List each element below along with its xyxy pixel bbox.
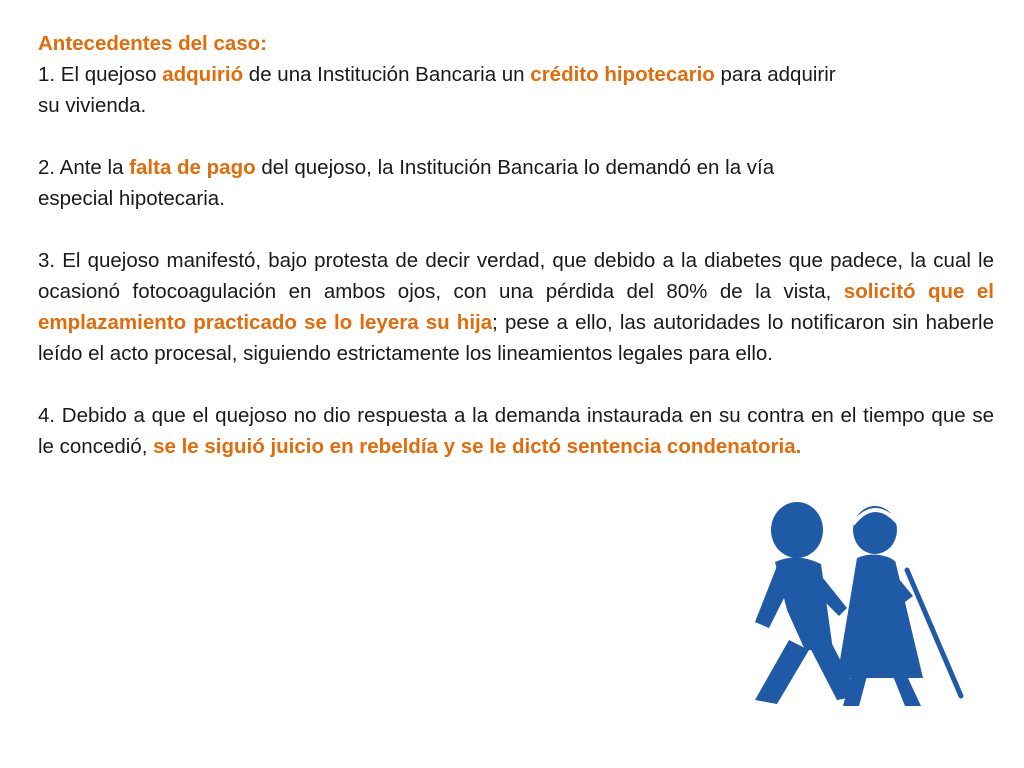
p1-seg-2: adquirió xyxy=(162,63,244,86)
paragraph-4 xyxy=(38,400,994,462)
p1-seg-4: crédito hipotecario xyxy=(530,63,715,86)
p4-seg-2: se le siguió juicio en rebeldía y se le dictó sentencia condenatoria. xyxy=(153,435,802,458)
paragraph-gap xyxy=(38,214,994,245)
paragraph-1 xyxy=(38,59,858,121)
p2-seg-2: falta de pago xyxy=(129,156,256,179)
slide-title: Antecedentes del caso: xyxy=(38,32,267,55)
slide-body xyxy=(38,28,994,462)
paragraph-gap xyxy=(38,121,994,152)
p3-seg-2: solicitó que el emplazamiento practicado se lo leyera su hija xyxy=(38,280,994,334)
p2-seg-1: 2. Ante la xyxy=(38,156,130,179)
blind-persons-walking-icon xyxy=(735,500,975,715)
p1-seg-1: 1. El quejoso xyxy=(38,63,163,86)
paragraph-gap xyxy=(38,369,994,400)
p3-seg-3: ; pese a ello, las autoridades lo notificaron sin haberle leído el acto procesal, siguiendo estrictamente los lineamientos legales para ello. xyxy=(38,311,994,365)
p1-seg-5: para adquirir su vivienda. xyxy=(38,63,836,117)
p3-seg-1: 3. El quejoso manifestó, bajo protesta de decir verdad, que debido a la diabetes que padece, la cual le ocasionó fotocoagulación en ambos ojos, con una pérdida del 80% de la vista, xyxy=(38,249,994,303)
p1-seg-3: de una Institución Bancaria un xyxy=(243,63,531,86)
paragraph-2 xyxy=(38,152,848,214)
paragraph-3 xyxy=(38,245,994,369)
p2-seg-3: del quejoso, la Institución Bancaria lo demandó en la vía especial hipotecaria. xyxy=(38,156,775,210)
p4-seg-1: 4. Debido a que el quejoso no dio respuesta a la demanda instaurada en su contra en el tiempo que se le concedió, xyxy=(38,404,994,458)
